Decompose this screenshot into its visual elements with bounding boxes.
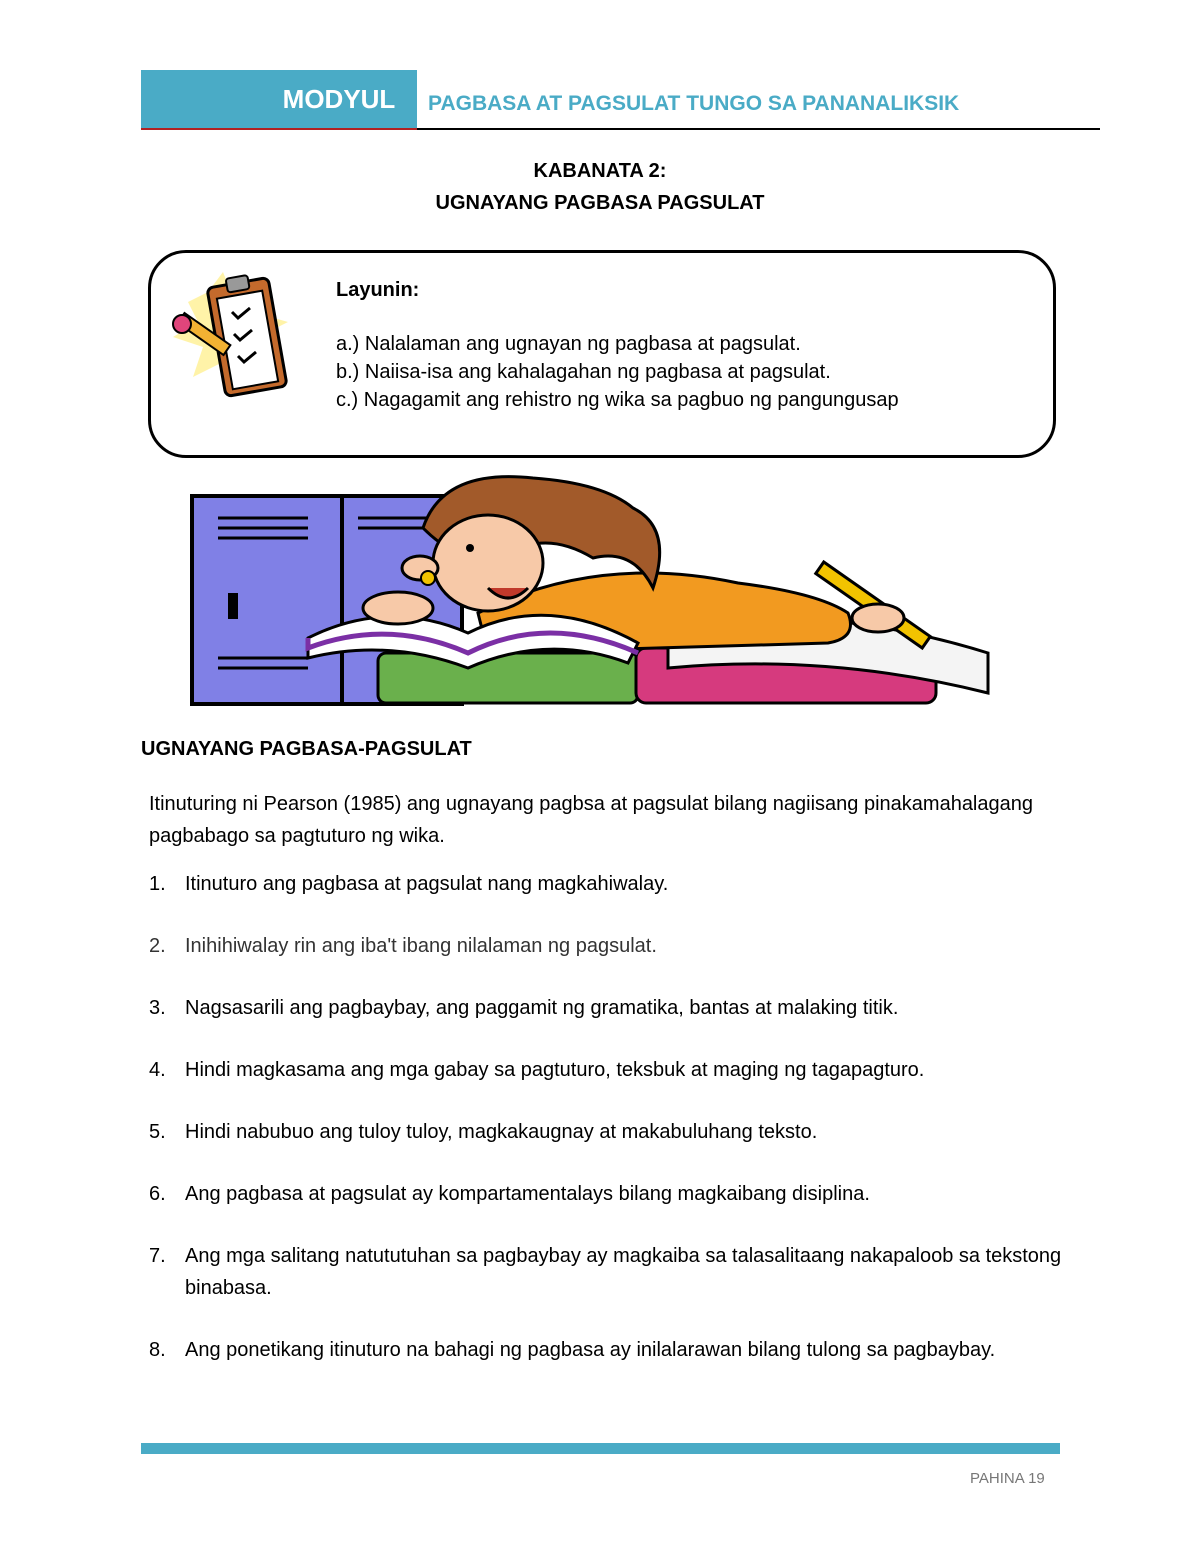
objective-item: a.) Nalalaman ang ugnayan ng pagbasa at pagsulat.: [336, 333, 801, 355]
list-text: Ang ponetikang itinuturo na bahagi ng pagbasa ay inilalarawan bilang tulong sa pagbaybay.: [185, 1339, 996, 1361]
chapter-title: UGNAYANG PAGBASA PAGSULAT: [435, 192, 765, 214]
numbered-list: [149, 868, 1069, 1396]
intro-paragraph: Itinuturing ni Pearson (1985) ang ugnayang pagbsa at pagsulat bilang nagiisang pinakamahalagang pagbabago sa pagtuturo ng wika.: [149, 793, 1033, 847]
list-text: Nagsasarili ang pagbaybay, ang paggamit ng gramatika, bantas at malaking titik.: [185, 997, 899, 1019]
list-number: 5.: [149, 1121, 166, 1143]
list-number: 2.: [149, 935, 166, 957]
list-item: [149, 1334, 1069, 1366]
list-number: 4.: [149, 1059, 166, 1081]
list-text: Ang mga salitang natututuhan sa pagbaybay ay magkaiba sa talasalitaang nakapaloob sa tekstong binabasa.: [185, 1245, 1062, 1299]
list-number: 6.: [149, 1183, 166, 1205]
list-item: [149, 992, 1069, 1024]
section-title: UGNAYANG PAGBASA-PAGSULAT: [141, 738, 472, 760]
objectives-list: [336, 330, 899, 414]
list-item: [149, 930, 1069, 962]
page-header: [141, 70, 1100, 132]
footer-bar: [141, 1443, 1060, 1454]
module-title: PAGBASA AT PAGSULAT TUNGO SA PANANALIKSIK: [428, 92, 960, 115]
objective-item: b.) Naiisa-isa ang kahalagahan ng pagbasa at pagsulat.: [336, 361, 831, 383]
clipboard-checklist-icon: [168, 262, 298, 412]
list-item: [149, 868, 1069, 900]
objectives-heading: Layunin:: [336, 279, 420, 301]
header-rule: [417, 128, 1100, 130]
list-text: Itinuturo ang pagbasa at pagsulat nang magkahiwalay.: [185, 873, 669, 895]
list-text: Hindi magkasama ang mga gabay sa pagtuturo, teksbuk at maging ng tagapagturo.: [185, 1059, 925, 1081]
list-item: [149, 1178, 1069, 1210]
page-number: PAHINA 19: [970, 1470, 1045, 1487]
list-text: Ang pagbasa at pagsulat ay kompartamentalays bilang magkaibang disiplina.: [185, 1183, 870, 1205]
list-item: [149, 1116, 1069, 1148]
list-number: 3.: [149, 997, 166, 1019]
girl-reading-writing-illustration: [188, 448, 1018, 708]
chapter-number: KABANATA 2:: [533, 160, 667, 182]
list-number: 8.: [149, 1339, 166, 1361]
objective-item: c.) Nagagamit ang rehistro ng wika sa pagbuo ng pangungusap: [336, 389, 899, 411]
list-text: Hindi nabubuo ang tuloy tuloy, magkakaugnay at makabuluhang teksto.: [185, 1121, 818, 1143]
module-tab: MODYUL: [141, 70, 417, 130]
list-text: Inihihiwalay rin ang iba't ibang nilalaman ng pagsulat.: [185, 935, 657, 957]
list-item: [149, 1054, 1069, 1086]
list-item: [149, 1240, 1069, 1304]
list-number: 1.: [149, 873, 166, 895]
list-number: 7.: [149, 1245, 166, 1267]
